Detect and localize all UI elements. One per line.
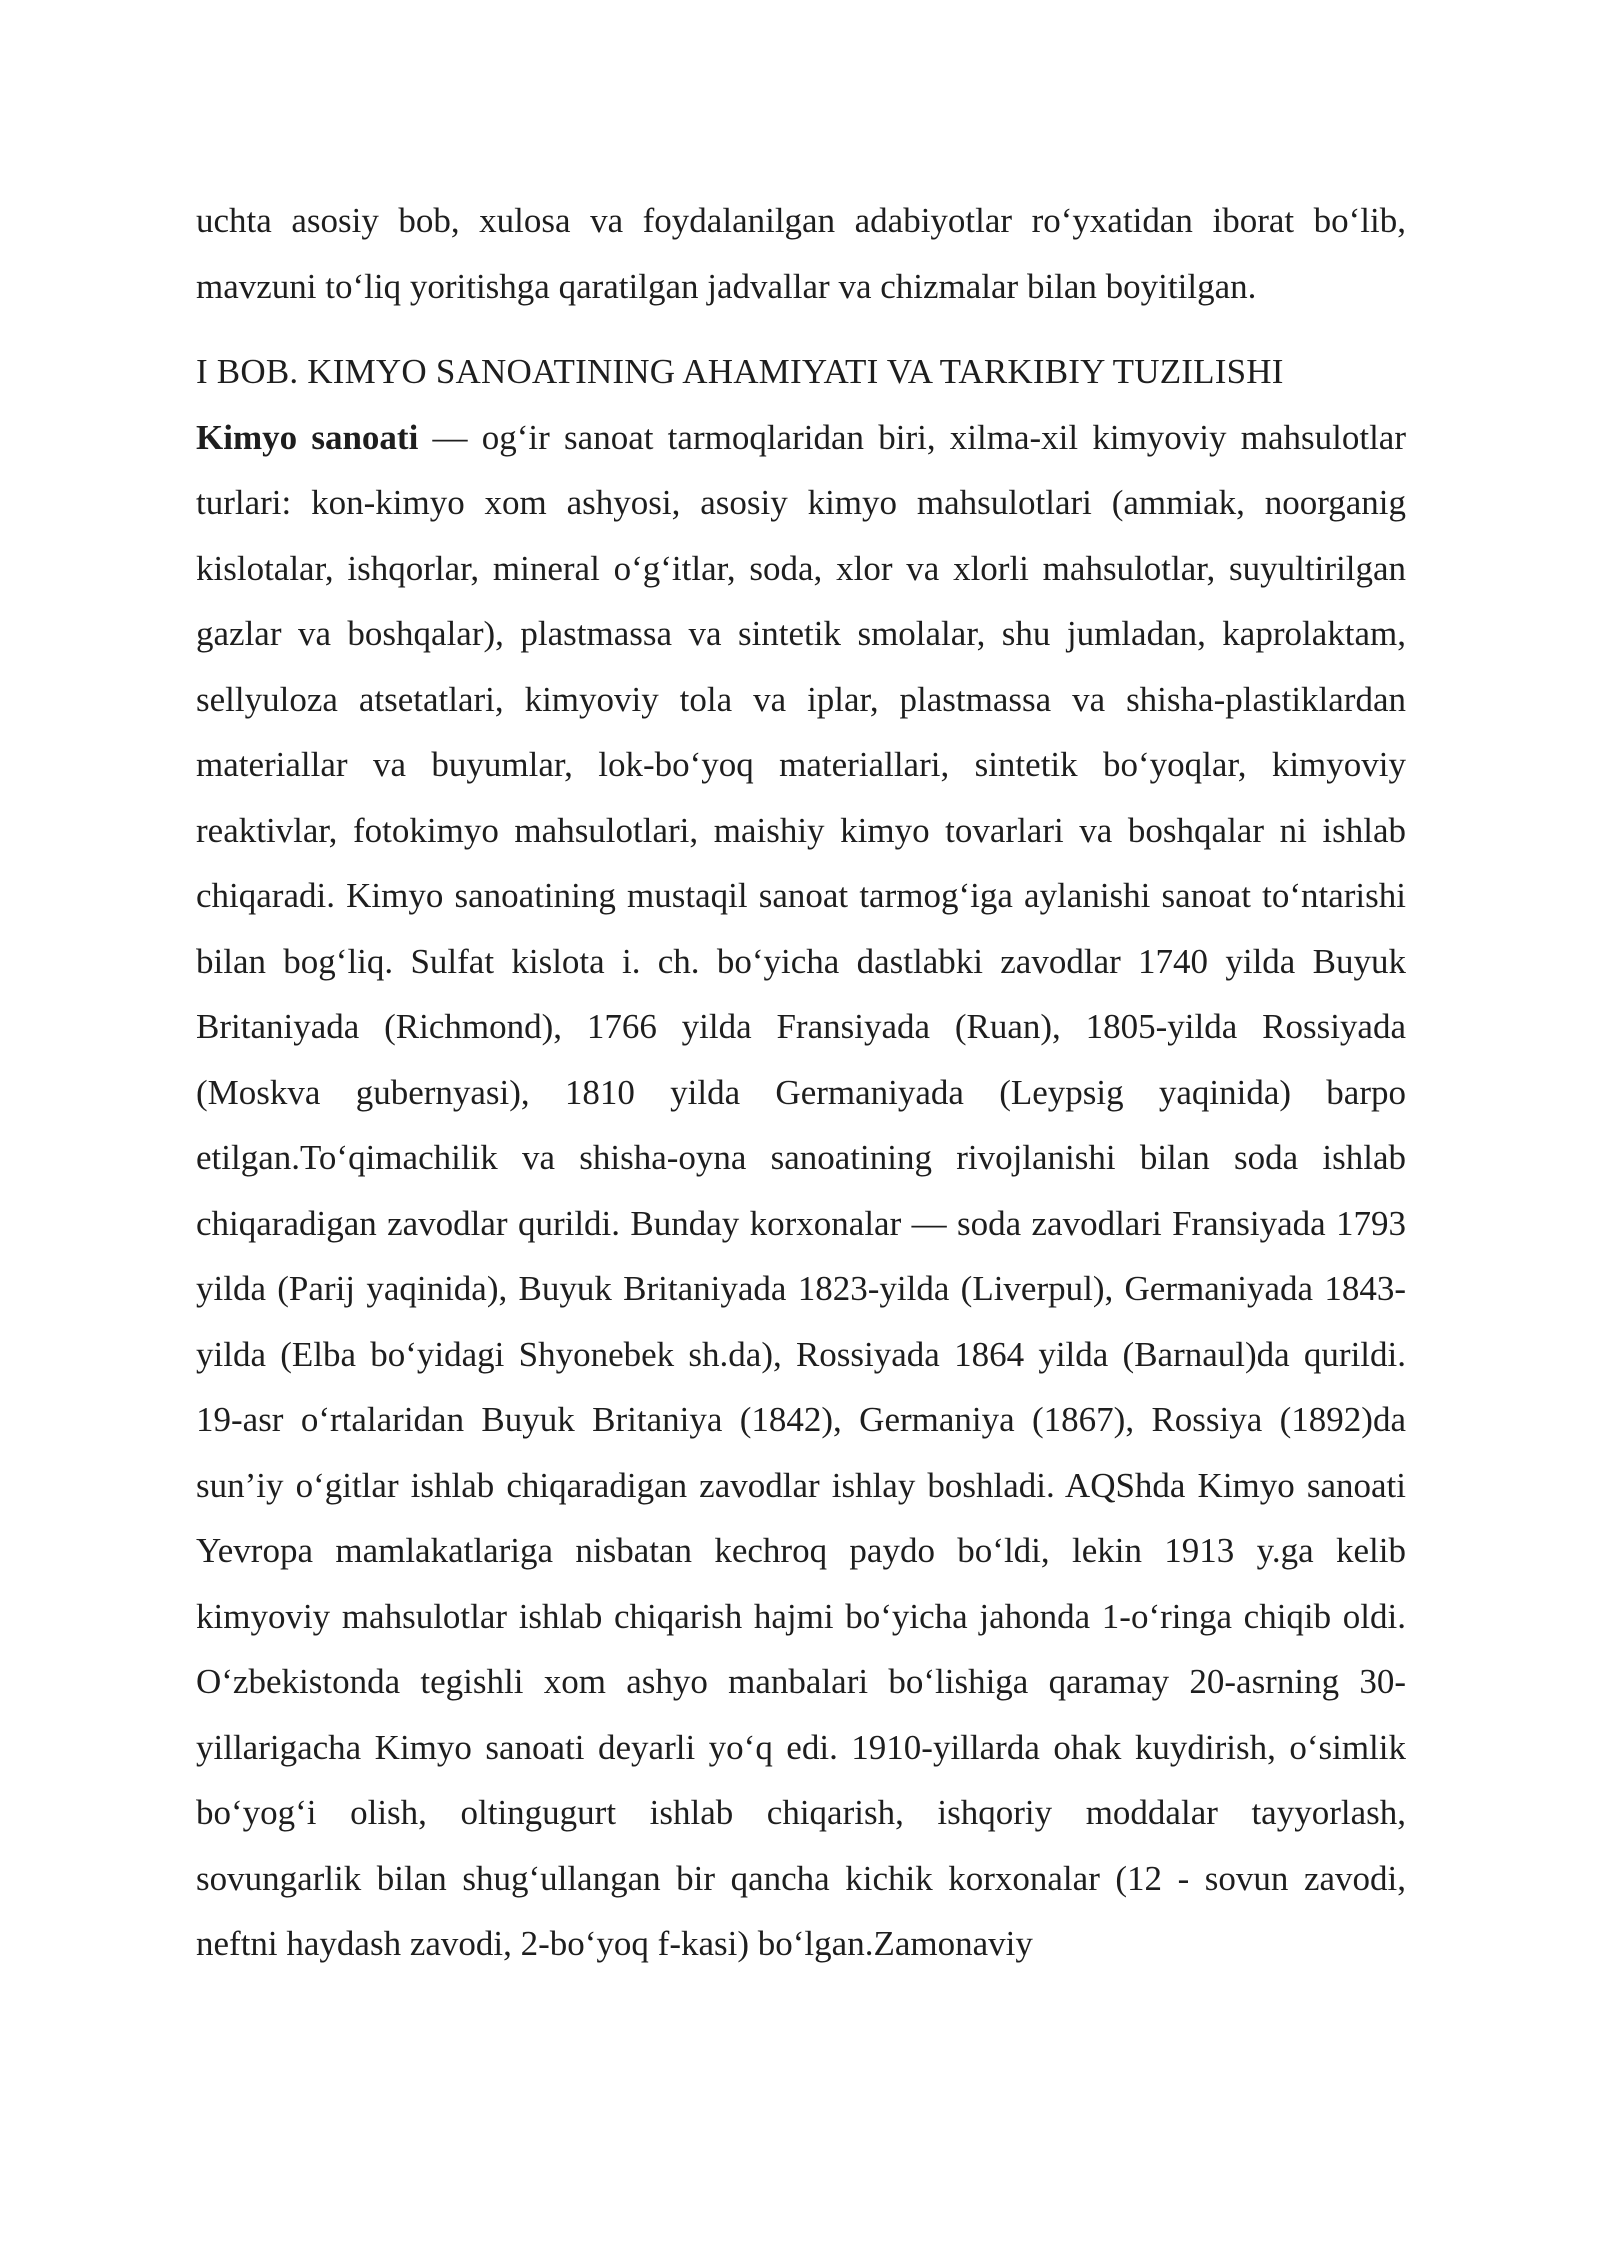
bold-term: Kimyo sanoati xyxy=(196,417,419,457)
main-paragraph-text: — og‘ir sanoat tarmoqlaridan biri, xilma-xil kimyoviy mahsulotlar turlari: kon-kimyo xom ashyosi, asosiy kimyo mahsulotlari (ammiak, noorganig kislotalar, ishqorlar, mineral o‘g‘itlar, soda, xlor va xlorli mahsulotlar, suyultirilgan gazlar va boshqalar), plastmassa va sintetik smolalar, shu jumladan, kaprolaktam, sellyuloza atsetatlari, kimyoviy tola va iplar, plastmassa va shisha-plastiklardan materiallar va buyumlar, lok-bo‘yoq materiallari, sintetik bo‘yoqlar, kimyoviy reaktivlar, fotokimyo mahsulotlari, maishiy kimyo tovarlari va boshqalar ni ishlab chiqaradi. Kimyo sanoatining mustaqil sanoat tarmog‘iga aylanishi sanoat to‘ntarishi bilan bog‘liq. Sulfat kislota i. ch. bo‘yicha dastlabki zavodlar 1740 yilda Buyuk Britaniyada (Richmond), 1766 yilda Fransiyada (Ruan), 1805-yilda Rossiyada (Moskva gubernyasi), 1810 yilda Germaniyada (Leypsig yaqinida) barpo etilgan.To‘qimachilik va shisha-oyna sanoatining rivojlanishi bilan soda ishlab chiqaradigan zavodlar qurildi. Bunday korxonalar — soda zavodlari Fransiyada 1793 yilda (Parij yaqinida), Buyuk Britaniyada 1823-yilda (Liverpul), Germaniyada 1843-yilda (Elba bo‘yidagi Shyonebek sh.da), Rossiyada 1864 yilda (Barnaul)da qurildi. 19-asr o‘rtalaridan Buyuk Britaniya (1842), Germaniya (1867), Rossiya (1892)da sun’iy o‘gitlar ishlab chiqaradigan zavodlar ishlay boshladi. AQShda Kimyo sanoati Yevropa mamlakatlariga nisbatan kechroq paydo bo‘ldi, lekin 1913 y.ga kelib kimyoviy mahsulotlar ishlab chiqarish hajmi bo‘yicha jahonda 1-o‘ringa chiqib oldi. O‘zbekistonda tegishli xom ashyo manbalari bo‘lishiga qaramay 20-asrning 30-yillarigacha Kimyo sanoati deyarli yo‘q edi. 1910-yillarda ohak kuydirish, o‘simlik bo‘yog‘i olish, oltingugurt ishlab chiqarish, ishqoriy moddalar tayyorlash, sovungarlik bilan shug‘ullangan bir qancha kichik korxonalar (12 - sovun zavodi, neftni haydash zavodi, 2-bo‘yoq f-kasi) bo‘lgan.Zamonaviy xyxy=(196,417,1406,1963)
intro-paragraph: uchta asosiy bob, xulosa va foydalanilgan adabiyotlar ro‘yxatidan iborat bo‘lib, mavzuni to‘liq yoritishga qaratilgan jadvallar va chizmalar bilan boyitilgan. xyxy=(196,201,1406,306)
chapter-heading: I BOB. KIMYO SANOATINING AHAMIYATI VA TARKIBIY TUZILISHI xyxy=(196,352,1284,391)
document-page xyxy=(196,188,1406,1977)
main-paragraph xyxy=(196,405,1406,1977)
